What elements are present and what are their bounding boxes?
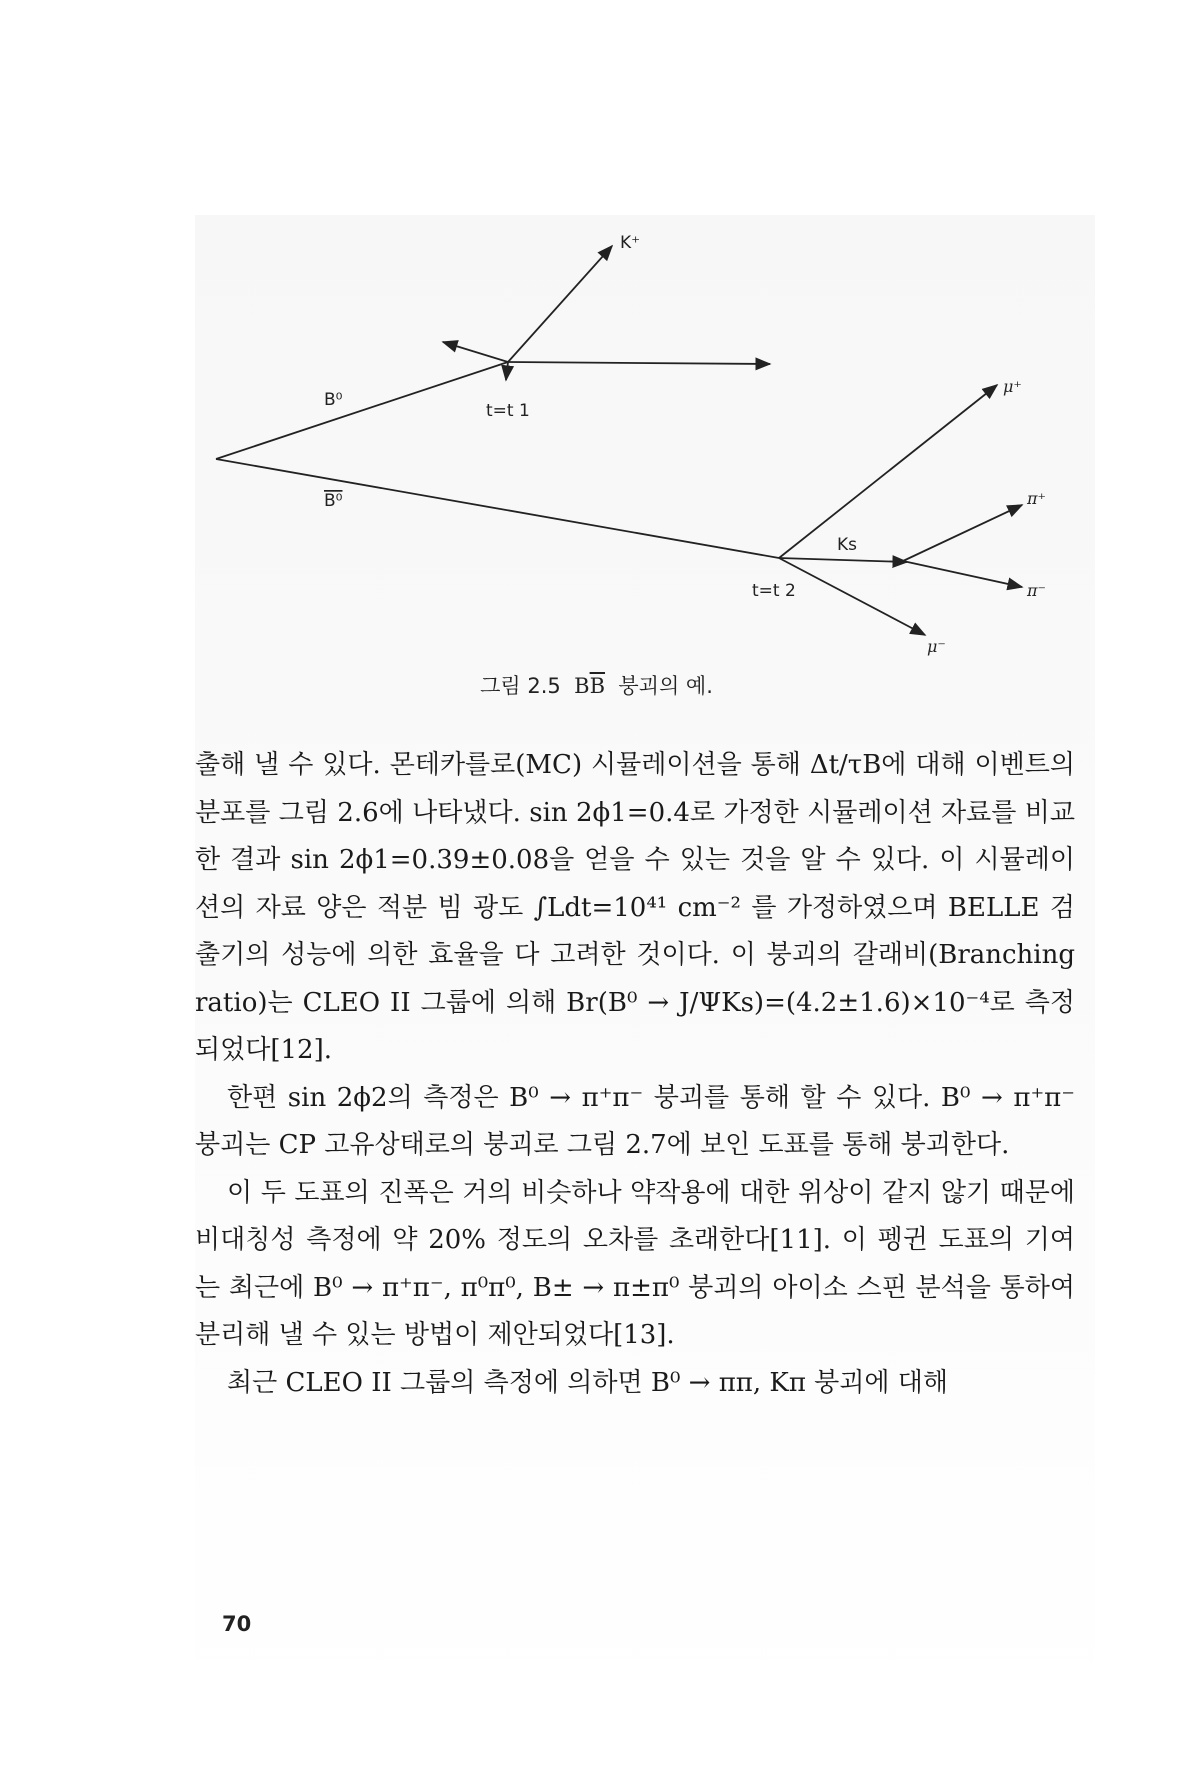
pi-minus-track (903, 561, 1022, 587)
b0bar-track (216, 459, 779, 558)
label-t2: t=t 2 (752, 581, 796, 601)
label-k-plus: K⁺ (620, 233, 641, 253)
page-number: 70 (222, 1612, 252, 1636)
paragraph-2: 한편 sin 2ϕ2의 측정은 B⁰ → π⁺π⁻ 붕괴를 통해 할 수 있다. B⁰ → π⁺π⁻ 붕괴는 CP 고유상태로의 붕괴로 그림 2.7에 보인 도표를 통해 붕괴한다. (195, 1082, 1075, 1160)
mu-minus-track (779, 558, 925, 635)
label-pi-minus: π⁻ (1027, 581, 1046, 600)
caption-suffix: 붕괴의 예. (618, 674, 713, 698)
caption-prefix: 그림 2.5 (480, 674, 561, 698)
label-b0: B⁰ (324, 390, 343, 410)
caption-bbar: $\overline{B}$ (589, 674, 606, 698)
label-b0-bar: B⁰ (324, 491, 343, 511)
label-pi-plus: π⁺ (1027, 489, 1046, 508)
label-mu-minus: μ⁻ (927, 637, 946, 656)
b0-track (216, 362, 508, 459)
label-t1: t=t 1 (486, 401, 530, 421)
k-plus-track (508, 246, 612, 362)
ks-track (779, 558, 907, 562)
figure-caption (0, 670, 1193, 700)
paragraph-3: 이 두 도표의 진폭은 거의 비슷하나 약작용에 대한 위상이 같지 않기 때문에 비대칭성 측정에 약 20% 정도의 오차를 초래한다[11]. 이 펭귄 도표의 기여는 최근에 B⁰ → π⁺π⁻, π⁰π⁰, B± → π±π⁰ 붕괴의 아이소 스핀 분석을 통하여 분리해 낼 수 있는 방법이 제안되었다[13]. (195, 1177, 1075, 1350)
short-down-track (506, 362, 508, 380)
label-mu-plus: μ⁺ (1003, 377, 1022, 396)
body-text (195, 742, 1075, 1407)
label-ks: Ks (837, 535, 858, 555)
caption-b: B (574, 674, 590, 698)
forward-track (508, 362, 770, 364)
paragraph-4: 최근 CLEO II 그룹의 측정에 의하면 B⁰ → ππ, Kπ 붕괴에 대해 (227, 1367, 949, 1398)
paragraph-1: 출해 낼 수 있다. 몬테카를로(MC) 시뮬레이션을 통해 Δt/τB에 대해 이벤트의 분포를 그림 2.6에 나타냈다. sin 2ϕ1=0.4로 가정한 시뮬레이션 자료를 비교한 결과 sin 2ϕ1=0.39±0.08을 얻을 수 있는 것을 알 수 있다. 이 시뮬레이션의 자료 양은 적분 빔 광도 ∫Ldt=10⁴¹ cm⁻² 를 가정하였으며 BELLE 검출기의 성능에 의한 효율을 다 고려한 것이다. 이 붕괴의 갈래비(Branching ratio)는 CLEO II 그룹에 의해 Br(B⁰ → J/ΨKs)=(4.2±1.6)×10⁻⁴로 측정되었다[12]. (195, 750, 1075, 1065)
pi-plus-track (903, 505, 1022, 561)
backward-track (443, 342, 508, 362)
